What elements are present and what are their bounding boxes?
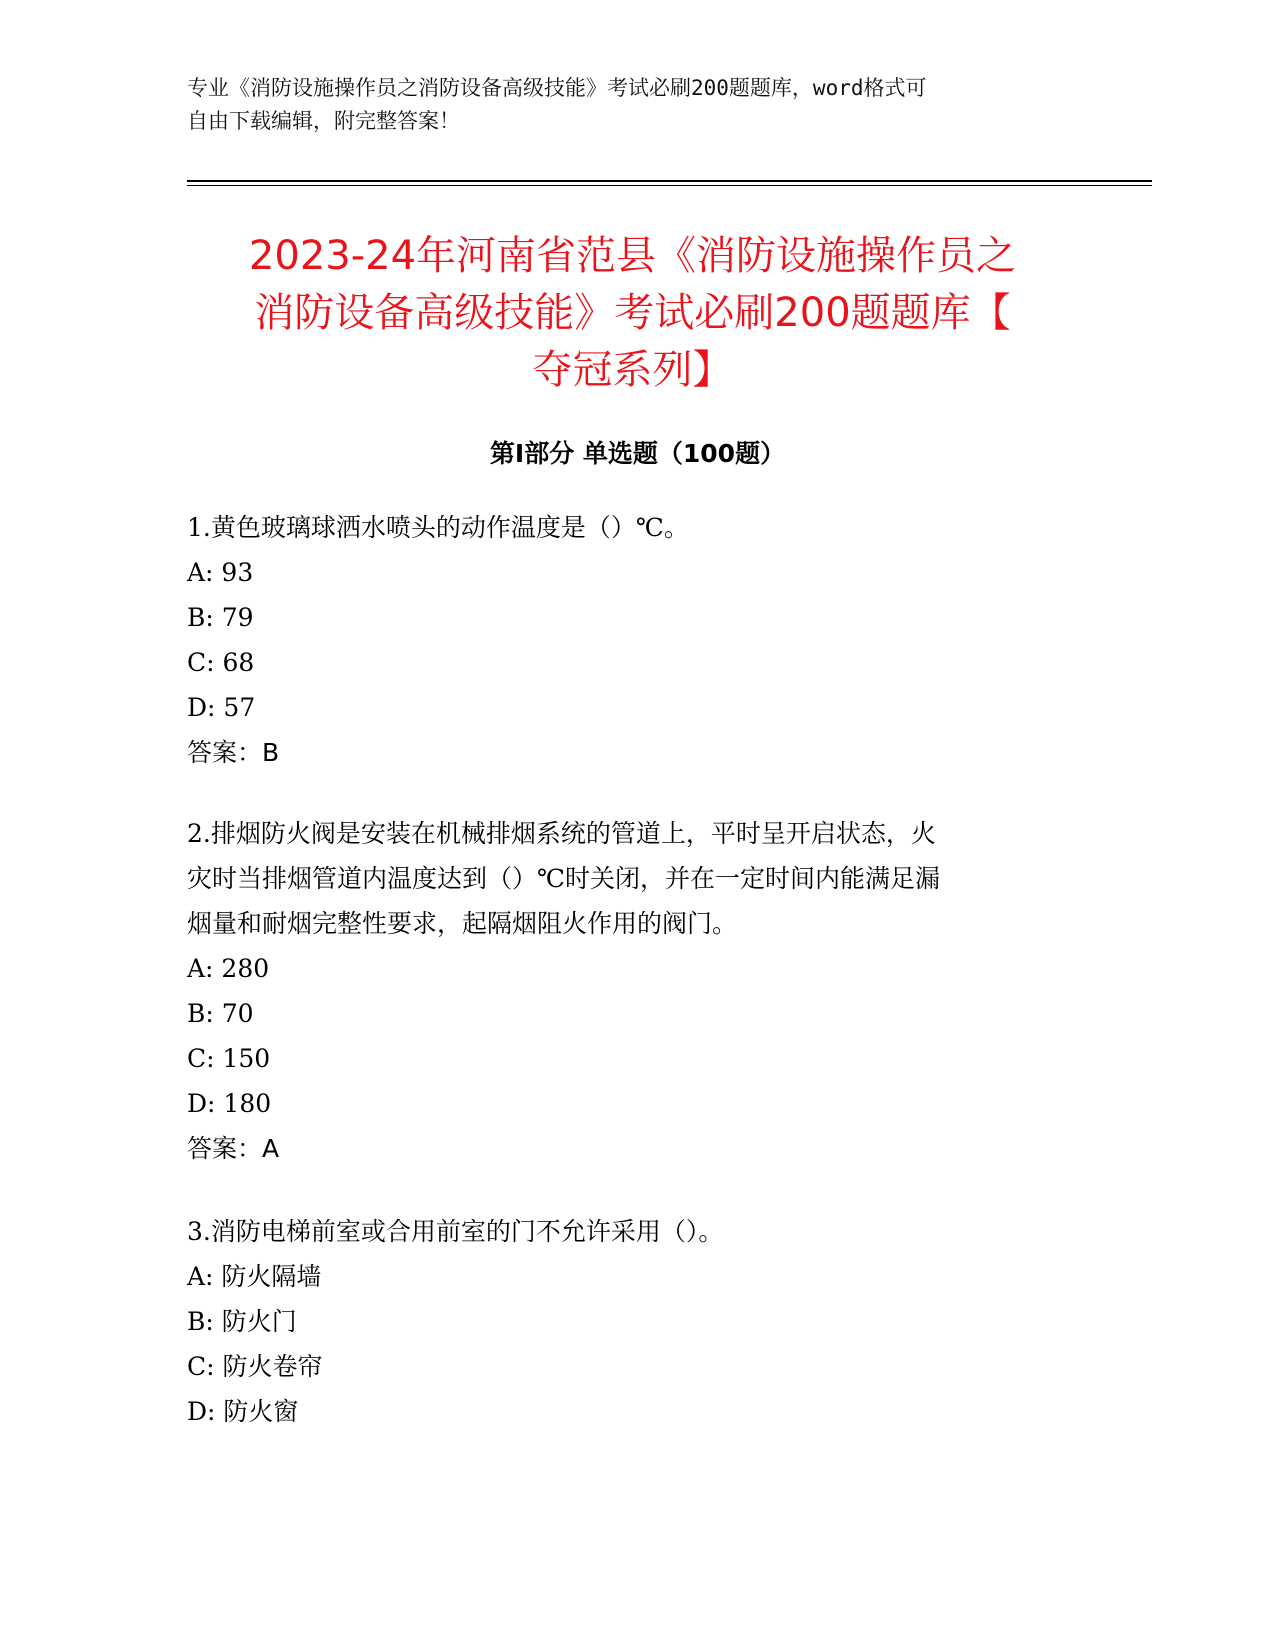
option-d: D: 180 bbox=[187, 1089, 272, 1118]
header-divider-thick bbox=[187, 180, 1152, 182]
option-b: B: 防火门 bbox=[187, 1307, 297, 1336]
answer: 答案：B bbox=[187, 738, 280, 767]
option-a: A: 防火隔墙 bbox=[187, 1262, 322, 1291]
option-d: D: 防火窗 bbox=[187, 1397, 299, 1426]
option-c: C: 68 bbox=[187, 648, 255, 677]
header-note-line-2: 自由下载编辑，附完整答案！ bbox=[187, 109, 460, 133]
option-b: B: 70 bbox=[187, 999, 254, 1028]
question-1 bbox=[187, 505, 1067, 775]
option-c: C: 防火卷帘 bbox=[187, 1352, 323, 1381]
question-stem: 1.黄色玻璃球洒水喷头的动作温度是（）℃。 bbox=[187, 513, 689, 542]
option-d: D: 57 bbox=[187, 693, 256, 722]
question-stem-line-3: 烟量和耐烟完整性要求，起隔烟阻火作用的阀门。 bbox=[187, 909, 738, 938]
answer: 答案：A bbox=[187, 1134, 280, 1163]
question-stem-line-2: 灾时当排烟管道内温度达到（）℃时关闭，并在一定时间内能满足漏 bbox=[187, 864, 940, 893]
option-b: B: 79 bbox=[187, 603, 254, 632]
option-c: C: 150 bbox=[187, 1044, 271, 1073]
question-3 bbox=[187, 1209, 1067, 1434]
section-heading: 第Ⅰ部分 单选题（100题） bbox=[489, 439, 786, 468]
header-note-line-1: 专业《消防设施操作员之消防设备高级技能》考试必刷200题题库，word格式可 bbox=[187, 76, 927, 100]
document-title bbox=[160, 228, 1105, 399]
option-a: A: 280 bbox=[187, 954, 270, 983]
title-line-3: 夺冠系列】 bbox=[532, 347, 733, 393]
title-line-1: 2023-24年河南省范县《消防设施操作员之 bbox=[248, 233, 1017, 279]
header-note bbox=[187, 72, 1067, 138]
question-stem-line-1: 2.排烟防火阀是安装在机械排烟系统的管道上，平时呈开启状态，火 bbox=[187, 819, 936, 848]
option-a: A: 93 bbox=[187, 558, 254, 587]
question-2 bbox=[187, 811, 1067, 1171]
header-divider-thin bbox=[187, 185, 1152, 186]
question-stem: 3.消防电梯前室或合用前室的门不允许采用（）。 bbox=[187, 1217, 724, 1246]
title-line-2: 消防设备高级技能》考试必刷200题题库【 bbox=[254, 290, 1011, 336]
